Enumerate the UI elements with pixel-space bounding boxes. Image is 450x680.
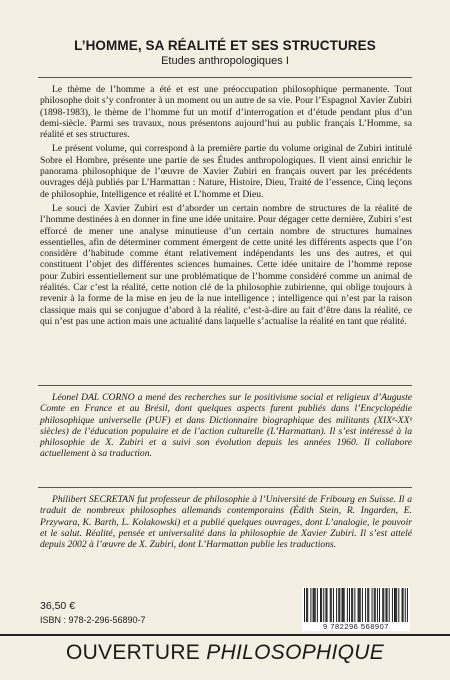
bio-paragraph-secretan: Philibert SECRETAN fut professeur de philosophie à l’Université de Fribourg en Suisse. Il a traduit de nombreux philosophes allemands contemporains (Édith Stein, R. Ingarden, E. Przywara, K. Barth, L. Kolakowski) et a publié quelques ouvrages, dont L’analogie, le pouvoir et le salut. Réalité, pensée et universalité dans la philosophie de Xavier Zubiri. Il s’est attelé depuis 2002 à l’œuvre de X. Zubiri, dont L’Harmattan publie les traductions. (40, 494, 412, 551)
barcode-bar (352, 588, 353, 622)
barcode-bar (336, 588, 337, 622)
barcode-bar (314, 588, 315, 622)
barcode-bar (339, 588, 340, 622)
barcode-bar (394, 588, 395, 622)
barcode-bar (331, 588, 332, 622)
barcode-bar (325, 588, 326, 622)
barcode-bar (375, 588, 376, 622)
barcode-bar (402, 588, 403, 622)
barcode-bar (365, 588, 366, 622)
barcode-bar (395, 588, 396, 622)
bio-divider (38, 487, 412, 488)
barcode-bar (385, 588, 386, 622)
barcode-bar (403, 588, 404, 622)
barcode-bar (327, 588, 328, 622)
book-title: L’HOMME, SA RÉALITÉ ET SES STRUCTURES (74, 38, 376, 53)
barcode-bar (317, 588, 318, 622)
barcode-bar (347, 588, 348, 622)
barcode-bar (398, 588, 399, 622)
book-subtitle: Etudes anthropologiques I (161, 55, 289, 67)
middle-divider (38, 385, 412, 386)
collection-word-2: PHILOSOPHIQUE (206, 641, 385, 664)
collection-name (0, 641, 450, 665)
barcode-bar (333, 588, 334, 622)
collection-word-1: OUVERTURE (65, 641, 201, 664)
barcode-bar (351, 588, 352, 622)
barcode-bar (342, 588, 343, 622)
summary-paragraph-3: Le souci de Xavier Zubiri est d’aborder un certain nombre de structures de la réalité de l’homme destinées à en donner in fine une idée unitaire. Pour dégager cette dernière, Zubiri s’est efforcé de mener une analyse minutieuse d’un certain nombre de structures humaines essentielles, afin de déterminer comment émergent de cette unité les différents aspects que l’on considère d’habitude comme étant relativement indépendants les uns des autres, et qui constituent l’objet des différentes sciences humaines. Cette idée unitaire de l’homme repose pour Zubiri essentiellement sur une problématique de l’homme considéré comme un animal de réalités. Car c’est la réalité, cette notion clé de la philosophie zubirienne, qui oblige toujours à revenir à la forme de la mise en jeu de la nue intelligence ; intelligence qui n’est par la raison classique mais qui se conjugue d’abord à la réalité, c’est-à-dire au fait d’être dans la réalité, ce qui n’est pas une action mais une actualité dans laquelle s’actualise la réalité en tant que réalité. (40, 202, 412, 327)
barcode-bar (304, 588, 305, 622)
summary-text (40, 84, 412, 327)
barcode-bar (360, 588, 361, 622)
barcode-bar (379, 588, 380, 622)
barcode-bar (382, 588, 383, 622)
barcode-bar (310, 588, 311, 622)
barcode-bar (315, 588, 316, 622)
author-bio-secretan (40, 494, 412, 550)
barcode-bar (343, 588, 344, 622)
barcode-bar (307, 588, 308, 622)
barcode-bar (368, 588, 369, 622)
barcode-bar (372, 588, 373, 622)
barcode-bar (407, 588, 408, 622)
barcode-bar (383, 588, 384, 622)
author-bio-dal-corno (40, 392, 412, 460)
barcode-bar (358, 588, 359, 622)
barcode-bar (396, 588, 397, 622)
barcode-bar (330, 588, 331, 622)
barcode-bar (377, 588, 378, 622)
barcode-bar (320, 588, 321, 622)
barcode-icon (302, 587, 410, 623)
barcode-bar (313, 588, 314, 622)
summary-paragraph-2: Le présent volume, qui correspond à la première partie du volume original de Zubiri intitulé Sobre el Hombre, présente une partie de ses Études anthropologiques. Il vient ainsi enrichir le panorama philosophique de l’œuvre de Xavier Zubiri en français ouvert par les précédents ouvrages déjà publiés par L’Harmattan : Nature, Histoire, Dieu, Traité de l’essence, Cinq leçons de philosophie, Intelligence et réalité et L’homme et Dieu. (40, 143, 412, 200)
barcode-bar (362, 588, 363, 622)
barcode-bar (344, 588, 345, 622)
barcode-bar (323, 588, 324, 622)
barcode-digits: 9 782296 568907 (302, 622, 410, 631)
footer-divider (0, 634, 450, 636)
barcode-bar (387, 588, 388, 622)
isbn-label: ISBN : 978-2-296-56890-7 (40, 615, 146, 625)
barcode-bar (392, 588, 393, 622)
barcode-bar (306, 588, 307, 622)
barcode-bar (389, 588, 390, 622)
barcode-bar (354, 588, 355, 622)
price-label: 36,50 € (40, 600, 76, 612)
summary-paragraph-1: Le thème de l’homme a été et est une préoccupation philosophique permanente. Tout philosophe doit s’y confronter à un moment ou un autre de sa vie. Pour l’Espagnol Xavier Zubiri (1898-1983), le thème de l’homme fut un motif d’interrogation et d’étude pendant plus d’un demi-siècle. Parmi ses travaux, nous présentons aujourd’hui au public français L’Homme, sa réalité et ses structures. (40, 84, 412, 141)
barcode-bar (374, 588, 375, 622)
bio-paragraph-dal-corno: Léonel DAL CORNO a mené des recherches sur le positivisme social et religieux d’Auguste Comte en France et au Brésil, dont quelques aspects furent publiés dans l’Encyclopédie philosophique universelle (PUF) et dans Dictionnaire biographique des militants (XIXᵉ-XXᵉ siècles) de l’éducation populaire et de l’action culturelle (L’Harmattan). Il s’est intéressé à la philosophie de X. Zubiri et a suivi son évolution depuis les années 1960. Il collabore actuellement à sa traduction. (40, 392, 412, 460)
barcode-bar (367, 588, 368, 622)
barcode-bar (405, 588, 406, 622)
barcode-bar (338, 588, 339, 622)
barcode-bar (349, 588, 350, 622)
barcode-bar (359, 588, 360, 622)
barcode-bar (321, 588, 322, 622)
top-divider (38, 77, 412, 78)
